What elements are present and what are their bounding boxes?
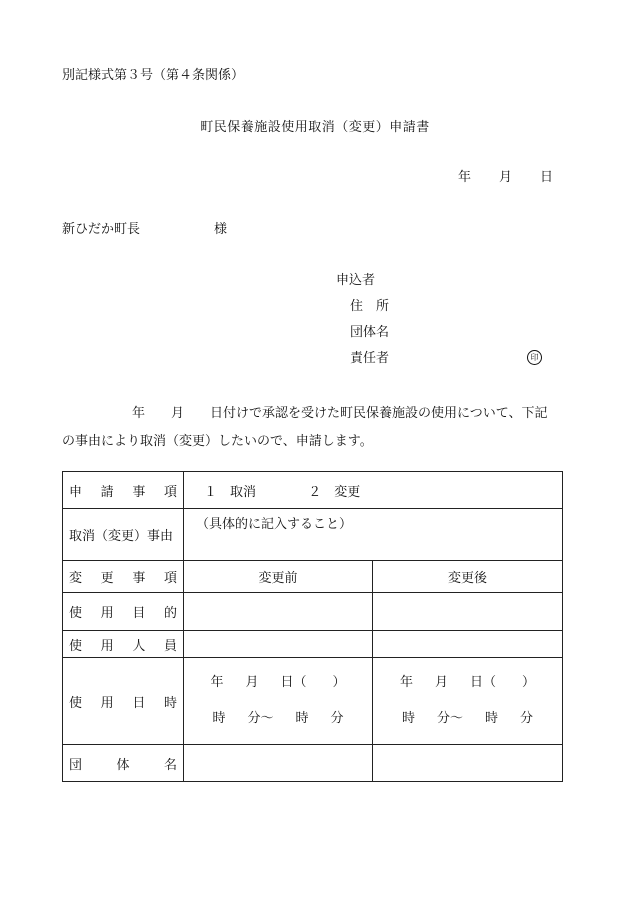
addressee-name: 新ひだか町長 bbox=[62, 222, 141, 237]
dt-day: 日（ ） bbox=[470, 675, 536, 690]
header-after-change: 変更後 bbox=[373, 561, 563, 593]
form-number-label: 別記様式第３号（第４条関係） bbox=[62, 68, 245, 83]
label-char: 変 bbox=[69, 571, 83, 586]
label-char: 申 bbox=[69, 484, 83, 500]
label-char: 項 bbox=[163, 484, 177, 500]
label-char: 請 bbox=[100, 484, 114, 500]
dt-year: 年 bbox=[210, 675, 224, 690]
datetime-before-cell[interactable] bbox=[184, 658, 373, 745]
dt-hour: 時 bbox=[401, 711, 415, 726]
addressee-honorific: 様 bbox=[214, 222, 228, 237]
dt-minute-end: 分 bbox=[520, 711, 534, 726]
dt-hour-end: 時 bbox=[295, 711, 309, 726]
label-char: 用 bbox=[100, 695, 114, 711]
purpose-before-cell[interactable] bbox=[184, 593, 373, 631]
dt-month: 月 bbox=[245, 675, 259, 690]
seal-mark: 印 bbox=[527, 350, 542, 365]
body-line1-rest: 日付けで承認を受けた町民保養施設の使用について、下記 bbox=[210, 406, 548, 421]
dt-year: 年 bbox=[399, 675, 413, 690]
date-year: 年 bbox=[458, 170, 472, 185]
label-char: 使 bbox=[69, 606, 83, 621]
document-title: 町民保養施設使用取消（変更）申請書 bbox=[200, 120, 430, 135]
purpose-after-cell[interactable] bbox=[373, 593, 563, 631]
dt-hour-end: 時 bbox=[485, 711, 499, 726]
option-change: ２ 変更 bbox=[308, 484, 361, 500]
applicant-heading: 申込者 bbox=[336, 273, 376, 288]
body-line-1 bbox=[62, 400, 572, 428]
label-application-item bbox=[63, 472, 184, 509]
date-line bbox=[458, 170, 553, 186]
label-char: 目 bbox=[132, 606, 146, 621]
label-purpose bbox=[63, 593, 184, 631]
label-char: 用 bbox=[100, 638, 114, 654]
time-row bbox=[190, 701, 366, 737]
org-before-cell[interactable] bbox=[184, 745, 373, 782]
dt-month: 月 bbox=[434, 675, 448, 690]
dt-day: 日（ ） bbox=[280, 675, 346, 690]
body-month: 月 bbox=[171, 406, 185, 421]
dt-minute: 分～ bbox=[436, 711, 463, 726]
dt-hour: 時 bbox=[212, 711, 226, 726]
label-char: 使 bbox=[69, 638, 83, 654]
time-row bbox=[379, 701, 556, 737]
users-before-cell[interactable] bbox=[184, 631, 373, 658]
body-line-2: の事由により取消（変更）したいので、申請します。 bbox=[62, 434, 373, 449]
label-usage-datetime bbox=[63, 658, 184, 745]
table-row bbox=[63, 658, 563, 745]
label-char: 人 bbox=[132, 638, 146, 654]
label-char: 的 bbox=[163, 606, 177, 621]
label-users-count bbox=[63, 631, 184, 658]
applicant-org-label: 団体名 bbox=[350, 325, 390, 340]
users-after-cell[interactable] bbox=[373, 631, 563, 658]
label-change-item bbox=[63, 561, 184, 593]
table-row bbox=[63, 593, 563, 631]
table-row bbox=[63, 509, 563, 561]
label-char: 体 bbox=[116, 757, 130, 773]
applicant-person-label: 責任者 bbox=[350, 351, 390, 366]
applicant-address-label: 住 所 bbox=[350, 299, 390, 314]
date-day: 日 bbox=[540, 170, 554, 185]
date-row bbox=[190, 665, 366, 701]
table-row bbox=[63, 631, 563, 658]
label-char: 事 bbox=[132, 484, 146, 500]
reason-cell bbox=[184, 509, 563, 561]
label-char: 用 bbox=[100, 606, 114, 621]
reason-note: （具体的に記入すること） bbox=[196, 517, 353, 532]
addressee bbox=[62, 222, 228, 238]
date-month: 月 bbox=[499, 170, 513, 185]
label-char: 使 bbox=[69, 695, 83, 711]
dt-minute: 分～ bbox=[247, 711, 274, 726]
label-char: 更 bbox=[100, 571, 114, 586]
body-year: 年 bbox=[132, 406, 146, 421]
application-table bbox=[62, 471, 563, 782]
label-char: 事 bbox=[132, 571, 146, 586]
table-row bbox=[63, 561, 563, 593]
label-org-name bbox=[63, 745, 184, 782]
label-char: 項 bbox=[163, 571, 177, 586]
application-options bbox=[184, 472, 563, 509]
label-reason: 取消（変更）事由 bbox=[63, 509, 184, 561]
table-row bbox=[63, 745, 563, 782]
label-char: 員 bbox=[163, 638, 177, 654]
option-cancel: １ 取消 bbox=[204, 484, 257, 500]
label-char: 名 bbox=[163, 757, 177, 773]
label-char: 時 bbox=[163, 695, 177, 711]
date-row bbox=[379, 665, 556, 701]
table-row bbox=[63, 472, 563, 509]
label-char: 日 bbox=[132, 695, 146, 711]
org-after-cell[interactable] bbox=[373, 745, 563, 782]
body-paragraph bbox=[62, 400, 572, 456]
label-char: 団 bbox=[69, 757, 83, 773]
datetime-after-cell[interactable] bbox=[373, 658, 563, 745]
dt-minute-end: 分 bbox=[330, 711, 344, 726]
header-before-change: 変更前 bbox=[184, 561, 373, 593]
